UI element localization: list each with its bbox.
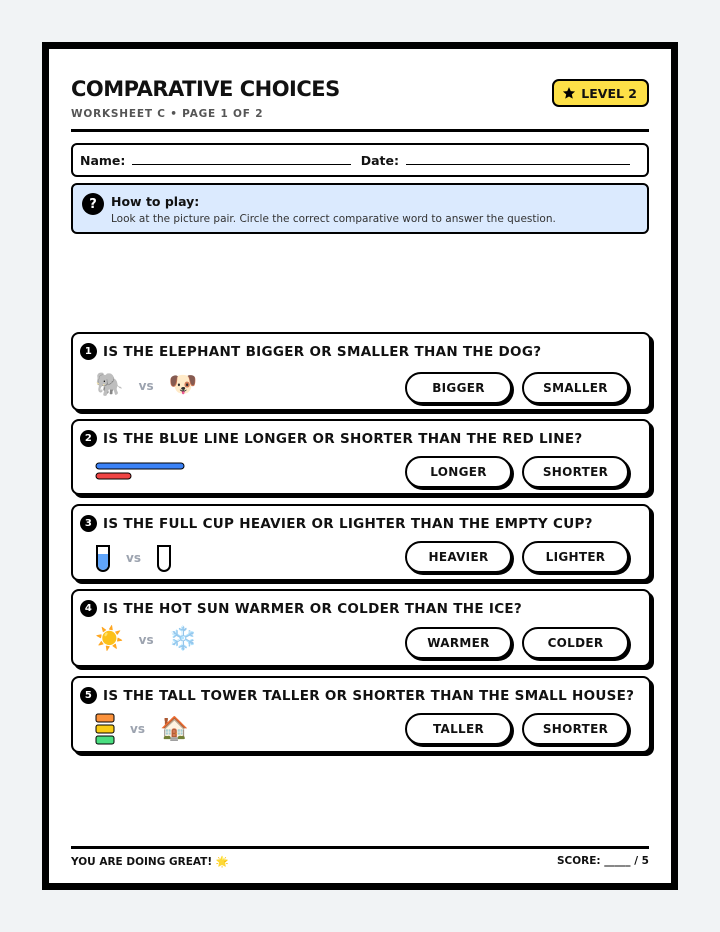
answer-longer-button[interactable]: LONGER [405, 456, 512, 488]
vs-label: vs [138, 378, 154, 393]
level-badge [552, 79, 649, 107]
picture-pair [95, 374, 197, 397]
answer-warmer-button[interactable]: WARMER [405, 627, 512, 659]
answer-heavier-button[interactable]: HEAVIER [405, 541, 512, 573]
question-text: IS THE TALL TOWER TALLER OR SHORTER THAN THE SMALL HOUSE? [103, 687, 635, 704]
picture-pair [95, 462, 187, 482]
header-divider [71, 129, 649, 132]
question-card-3 [71, 504, 651, 581]
worksheet-page [42, 42, 678, 890]
question-text: IS THE BLUE LINE LONGER OR SHORTER THAN THE RED LINE? [103, 430, 583, 447]
full-cup-icon [95, 544, 111, 572]
picture-pair [95, 628, 197, 651]
question-text: IS THE HOT SUN WARMER OR COLDER THAN THE ICE? [103, 600, 523, 617]
encouragement-message: YOU ARE DOING GREAT! 🌟 [71, 856, 229, 868]
level-label: LEVEL 2 [581, 85, 637, 101]
question-icon: ? [82, 193, 104, 215]
answer-choices [405, 541, 629, 573]
name-date-box [71, 143, 649, 177]
picture-pair [95, 544, 172, 572]
question-number: 3 [80, 515, 97, 532]
answer-bigger-button[interactable]: BIGGER [405, 372, 512, 404]
tower-icon [95, 713, 115, 745]
instructions-box [71, 183, 649, 234]
name-label: Name: [80, 152, 126, 168]
dog-icon: 🐶 [168, 372, 198, 398]
question-number: 5 [80, 687, 97, 704]
question-number: 4 [80, 600, 97, 617]
question-text: IS THE FULL CUP HEAVIER OR LIGHTER THAN THE EMPTY CUP? [103, 515, 593, 532]
footer-divider [71, 846, 649, 849]
instructions-body: Look at the picture pair. Circle the correct comparative word to answer the question. [111, 213, 556, 225]
question-number: 1 [80, 343, 97, 360]
answer-taller-button[interactable]: TALLER [405, 713, 512, 745]
question-card-2 [71, 419, 651, 495]
answer-choices [405, 372, 629, 404]
question-heading [80, 343, 541, 360]
snowflake-icon: ❄️ [168, 626, 198, 652]
picture-pair [95, 713, 189, 745]
answer-shorter-button[interactable]: SHORTER [522, 456, 629, 488]
answer-choices [405, 627, 629, 659]
date-field[interactable] [406, 164, 630, 165]
answer-lighter-button[interactable]: LIGHTER [522, 541, 629, 573]
question-text: IS THE ELEPHANT BIGGER OR SMALLER THAN THE DOG? [103, 343, 542, 360]
vs-label: vs [130, 722, 145, 736]
star-icon [562, 86, 576, 100]
question-heading [80, 687, 634, 704]
answer-shorter-button[interactable]: SHORTER [522, 713, 629, 745]
page-subtitle: WORKSHEET C • PAGE 1 OF 2 [71, 108, 264, 120]
answer-smaller-button[interactable]: SMALLER [522, 372, 629, 404]
question-heading [80, 430, 582, 447]
page-title: COMPARATIVE CHOICES [71, 77, 340, 101]
question-number: 2 [80, 430, 97, 447]
date-label: Date: [360, 152, 400, 168]
elephant-icon: 🐘 [95, 372, 124, 398]
blue-line-icon [96, 463, 184, 469]
question-card-1 [71, 332, 651, 411]
question-heading [80, 515, 593, 532]
line-pair-icon [95, 462, 187, 482]
score-label: SCORE: _____ / 5 [556, 855, 649, 867]
name-field[interactable] [132, 164, 350, 165]
red-line-icon [96, 473, 131, 479]
answer-choices [405, 456, 629, 488]
instructions-title: How to play: [111, 194, 200, 209]
answer-choices [405, 713, 629, 745]
sun-icon: ☀️ [95, 626, 124, 652]
question-card-4 [71, 589, 651, 667]
vs-label: vs [138, 632, 154, 647]
answer-colder-button[interactable]: COLDER [522, 627, 629, 659]
question-heading [80, 600, 522, 617]
empty-cup-icon [156, 544, 172, 572]
house-icon: 🏠 [159, 715, 189, 742]
question-card-5 [71, 676, 651, 753]
vs-label: vs [126, 551, 141, 565]
